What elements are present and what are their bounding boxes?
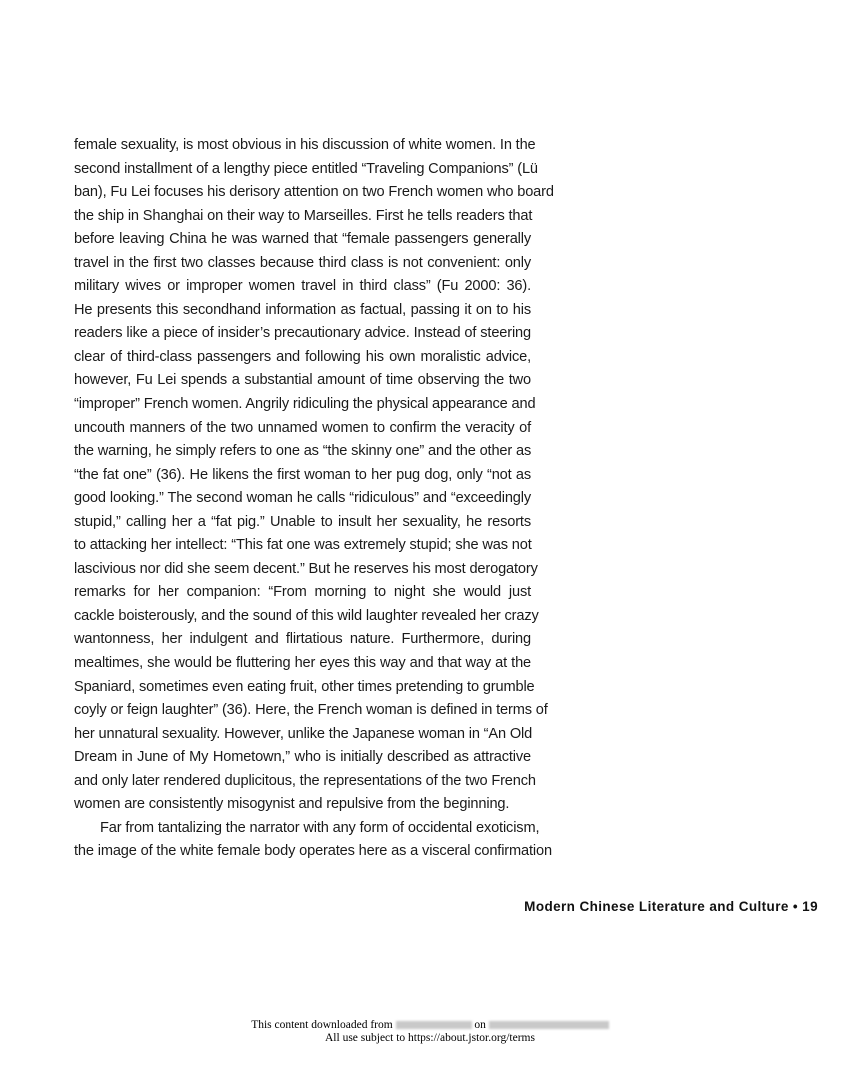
text-line: good looking.” The second woman he calls “ridiculous” and “exceedingly xyxy=(74,490,531,507)
text-line: stupid,” calling her a “fat pig.” Unable to insult her sexuality, he resorts xyxy=(74,513,531,530)
text-line: the warning, he simply refers to one as “the skinny one” and the other as xyxy=(74,443,532,460)
text-line: and only later rendered duplicitous, the representations of the two French xyxy=(74,772,536,789)
text-line: “the fat one” (36). He likens the first woman to her pug dog, only “not as xyxy=(74,466,531,483)
download-notice xyxy=(0,1019,860,1045)
redacted-date xyxy=(489,1021,609,1029)
text-line: women are consistently misogynist and repulsive from the beginning. xyxy=(74,796,510,813)
download-prefix: This content downloaded from xyxy=(251,1019,393,1031)
text-line: Spaniard, sometimes even eating fruit, other times pretending to grumble xyxy=(74,678,535,695)
text-line: military wives or improper women travel in third class” (Fu 2000: 36). xyxy=(74,278,531,295)
text-line: her unnatural sexuality. However, unlike the Japanese woman in “An Old xyxy=(74,725,533,742)
redacted-ip xyxy=(396,1021,472,1029)
text-line: before leaving China he was warned that “female passengers generally xyxy=(74,231,531,248)
text-line: readers like a piece of insider’s precautionary advice. Instead of steering xyxy=(74,325,531,342)
text-line: remarks for her companion: “From morning to night she would just xyxy=(74,584,531,601)
text-line: uncouth manners of the two unnamed women to confirm the veracity of xyxy=(74,419,531,436)
text-line: He presents this secondhand information as factual, passing it on to his xyxy=(74,301,531,318)
text-line: ban), Fu Lei focuses his derisory attention on two French women who board xyxy=(74,184,554,201)
text-line: however, Fu Lei spends a substantial amount of time observing the two xyxy=(74,372,531,389)
text-line: cackle boisterously, and the sound of this wild laughter revealed her crazy xyxy=(74,607,539,624)
text-line: coyly or feign laughter” (36). Here, the French woman is defined in terms of xyxy=(74,702,548,719)
text-line: travel in the first two classes because third class is not convenient: only xyxy=(74,254,531,271)
terms-line: All use subject to https://about.jstor.org/terms xyxy=(325,1032,535,1044)
text-line: Dream in June of My Hometown,” who is initially described as attractive xyxy=(74,749,531,766)
body-text xyxy=(74,134,554,864)
text-line: wantonness, her indulgent and flirtatious nature. Furthermore, during xyxy=(74,631,531,648)
text-line: to attacking her intellect: “This fat one was extremely stupid; she was not xyxy=(74,537,532,554)
running-footer: Modern Chinese Literature and Culture • 19 xyxy=(524,899,818,914)
paragraph-start-line: Far from tantalizing the narrator with any form of occidental exoticism, xyxy=(100,819,540,836)
text-line: “improper” French women. Angrily ridiculing the physical appearance and xyxy=(74,396,536,413)
text-line: lascivious nor did she seem decent.” But he reserves his most derogatory xyxy=(74,560,538,577)
text-line: clear of third-class passengers and following his own moralistic advice, xyxy=(74,348,531,365)
download-on: on xyxy=(474,1019,486,1031)
text-line: female sexuality, is most obvious in his discussion of white women. In the xyxy=(74,137,536,153)
text-line: mealtimes, she would be fluttering her eyes this way and that way at the xyxy=(74,655,531,672)
text-line: second installment of a lengthy piece entitled “Traveling Companions” (Lü xyxy=(74,160,538,177)
text-line: the ship in Shanghai on their way to Marseilles. First he tells readers that xyxy=(74,207,533,224)
text-line: the image of the white female body operates here as a visceral confirmation xyxy=(74,843,552,860)
download-line xyxy=(0,1019,860,1032)
